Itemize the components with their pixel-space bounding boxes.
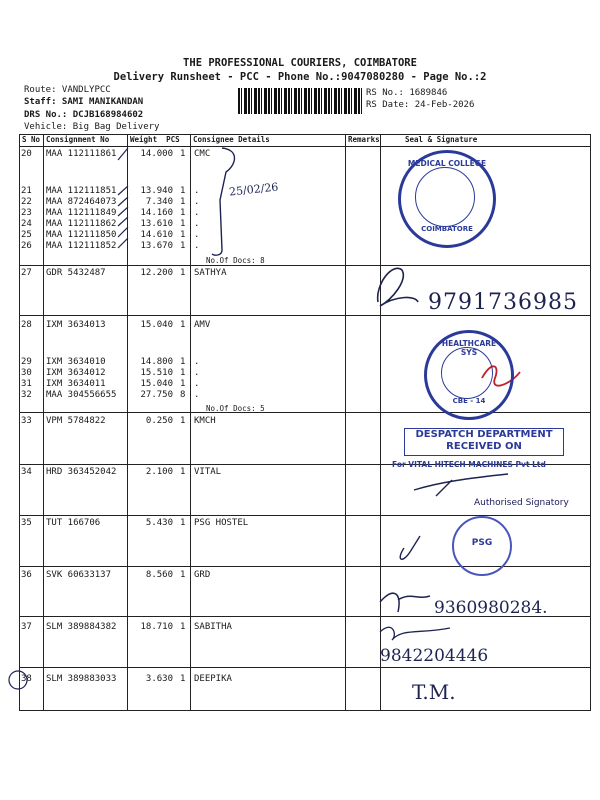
row-consignee: . <box>194 208 200 218</box>
row-sno: 37 <box>21 622 32 632</box>
row-consignment: MAA 112111850 <box>46 230 117 240</box>
stamp-text: HEALTHCARE SYS <box>441 339 497 357</box>
authorised-signatory-stamp: Authorised Signatory <box>474 498 569 508</box>
row-sno: 34 <box>21 467 32 477</box>
row-consignment: IXM 3634010 <box>46 357 106 367</box>
cmc-date-handwritten: 25/02/26 <box>228 180 279 199</box>
staff-label: Staff: SAMI MANIKANDAN <box>24 97 144 107</box>
row-sno: 31 <box>21 379 32 389</box>
col-consignee: Consignee Details <box>191 135 346 147</box>
row-consignment: GDR 5432487 <box>46 268 106 278</box>
col-remarks: Remarks <box>346 135 381 147</box>
document-title: THE PROFESSIONAL COURIERS, COIMBATORE <box>183 57 417 69</box>
rs-number: RS No.: 1689846 <box>366 88 448 98</box>
col-seal: Seal & Signature <box>381 135 591 147</box>
sathya-phone-handwritten: 9791736985 <box>428 290 578 315</box>
row-weight: 0.250 <box>145 416 173 426</box>
row-pcs: 1 <box>180 197 186 207</box>
row-consignee: CMC <box>194 149 211 159</box>
healthcare-stamp <box>424 330 514 420</box>
row-sno: 38 <box>21 674 32 684</box>
row-consignment: MAA 112111849 <box>46 208 117 218</box>
row-consignee: . <box>194 357 200 367</box>
row-consignment: SLM 389883033 <box>46 674 117 684</box>
document-subtitle: Delivery Runsheet - PCC - Phone No.:9047080280 - Page No.:2 <box>113 71 487 83</box>
row-weight: 15.510 <box>140 368 173 378</box>
row-consignee: GRD <box>194 570 211 580</box>
row-consignee: . <box>194 219 200 229</box>
row-sno: 20 <box>21 149 32 159</box>
row-consignment: SVK 60633137 <box>46 570 112 580</box>
row-consignment: IXM 3634012 <box>46 368 106 378</box>
row-weight: 13.940 <box>140 186 173 196</box>
row-pcs: 1 <box>180 674 186 684</box>
row-pcs: 1 <box>180 186 186 196</box>
row-consignee: KMCH <box>194 416 216 426</box>
despatch-stamp <box>404 428 564 456</box>
row-consignee: DEEPIKA <box>194 674 232 684</box>
row-consignee: SABITHA <box>194 622 232 632</box>
row-consignee: . <box>194 368 200 378</box>
row-consignee: AMV <box>194 320 211 330</box>
row-weight: 14.160 <box>140 208 173 218</box>
row-pcs: 1 <box>180 357 186 367</box>
row-consignment: MAA 872464073 <box>46 197 117 207</box>
row-sno: 26 <box>21 241 32 251</box>
row-sno: 30 <box>21 368 32 378</box>
vehicle-label: Vehicle: Big Bag Delivery <box>24 122 160 132</box>
row-pcs: 1 <box>180 416 186 426</box>
deepika-initials-handwritten: T.M. <box>412 680 456 704</box>
row-sno: 21 <box>21 186 32 196</box>
row-pcs: 1 <box>180 368 186 378</box>
row-weight: 15.040 <box>140 320 173 330</box>
row-pcs: 8 <box>180 390 186 400</box>
row-consignment: IXM 3634013 <box>46 320 106 330</box>
row-weight: 13.670 <box>140 241 173 251</box>
row-sno: 29 <box>21 357 32 367</box>
row-weight: 8.560 <box>145 570 173 580</box>
row-weight: 14.800 <box>140 357 173 367</box>
cmc-doc-count: No.Of Docs: 8 <box>206 256 265 265</box>
row-consignment: SLM 389884382 <box>46 622 117 632</box>
row-consignment: MAA 304556655 <box>46 390 117 400</box>
row-pcs: 1 <box>180 570 186 580</box>
row-consignment: MAA 112111861 <box>46 149 117 159</box>
row-consignee: . <box>194 390 200 400</box>
row-sno: 35 <box>21 518 32 528</box>
row-consignment: TUT 166706 <box>46 518 101 528</box>
row-consignee: . <box>194 241 200 251</box>
route-label: Route: VANDLYPCC <box>24 85 111 95</box>
row-weight: 5.430 <box>145 518 173 528</box>
row-sno: 32 <box>21 390 32 400</box>
amv-doc-count: No.Of Docs: 5 <box>206 404 265 413</box>
row-weight: 13.610 <box>140 219 173 229</box>
row-sno: 23 <box>21 208 32 218</box>
vital-company-stamp: For VITAL HITECH MACHINES Pvt Ltd <box>392 460 546 469</box>
row-consignee: . <box>194 230 200 240</box>
row-sno: 27 <box>21 268 32 278</box>
medical-college-stamp <box>398 150 496 248</box>
row-pcs: 1 <box>180 622 186 632</box>
row-sno: 25 <box>21 230 32 240</box>
grd-phone-handwritten: 9360980284. <box>434 598 548 618</box>
stamp-text-code: CBE - 14 <box>452 397 486 405</box>
row-consignee: VITAL <box>194 467 222 477</box>
row-sno: 33 <box>21 416 32 426</box>
row-pcs: 1 <box>180 149 186 159</box>
row-weight: 15.040 <box>140 379 173 389</box>
row-weight: 3.630 <box>145 674 173 684</box>
stamp-text-city: COIMBATORE <box>421 225 473 233</box>
row-consignment: MAA 112111851 <box>46 186 117 196</box>
row-sno: 36 <box>21 570 32 580</box>
row-weight: 14.610 <box>140 230 173 240</box>
col-sno: S No <box>20 135 44 147</box>
row-pcs: 1 <box>180 518 186 528</box>
rs-date: RS Date: 24-Feb-2026 <box>366 100 475 110</box>
row-sno: 24 <box>21 219 32 229</box>
row-consignee: PSG HOSTEL <box>194 518 249 528</box>
row-consignment: HRD 363452042 <box>46 467 117 477</box>
stamp-text: MEDICAL COLLEGE <box>407 159 487 168</box>
row-pcs: 1 <box>180 219 186 229</box>
row-weight: 7.340 <box>145 197 173 207</box>
stamp-text: PSG <box>471 538 493 548</box>
col-consignment: Consignment No <box>44 135 128 147</box>
row-weight: 18.710 <box>140 622 173 632</box>
row-consignee: . <box>194 186 200 196</box>
row-consignment: VPM 5784822 <box>46 416 106 426</box>
col-weight: Weight PCS <box>128 135 191 147</box>
row-pcs: 1 <box>180 467 186 477</box>
row-weight: 12.200 <box>140 268 173 278</box>
row-pcs: 1 <box>180 241 186 251</box>
row-consignment: IXM 3634011 <box>46 379 106 389</box>
row-weight: 14.000 <box>140 149 173 159</box>
row-pcs: 1 <box>180 268 186 278</box>
row-consignee: . <box>194 197 200 207</box>
row-weight: 2.100 <box>145 467 173 477</box>
row-pcs: 1 <box>180 208 186 218</box>
row-consignee: SATHYA <box>194 268 227 278</box>
row-consignment: MAA 112111852 <box>46 241 117 251</box>
row-sno: 28 <box>21 320 32 330</box>
row-pcs: 1 <box>180 379 186 389</box>
row-consignee: . <box>194 379 200 389</box>
row-pcs: 1 <box>180 230 186 240</box>
drs-label: DRS No.: DCJB168984602 <box>24 110 144 120</box>
stamp-text: DESPATCH DEPARTMENT <box>415 429 553 440</box>
stamp-text: RECEIVED ON <box>446 441 522 452</box>
row-consignment: MAA 112111862 <box>46 219 117 229</box>
row-sno: 22 <box>21 197 32 207</box>
row-pcs: 1 <box>180 320 186 330</box>
row-weight: 27.750 <box>140 390 173 400</box>
sabitha-phone-handwritten: 9842204446 <box>380 646 489 666</box>
psg-stamp <box>452 516 512 576</box>
